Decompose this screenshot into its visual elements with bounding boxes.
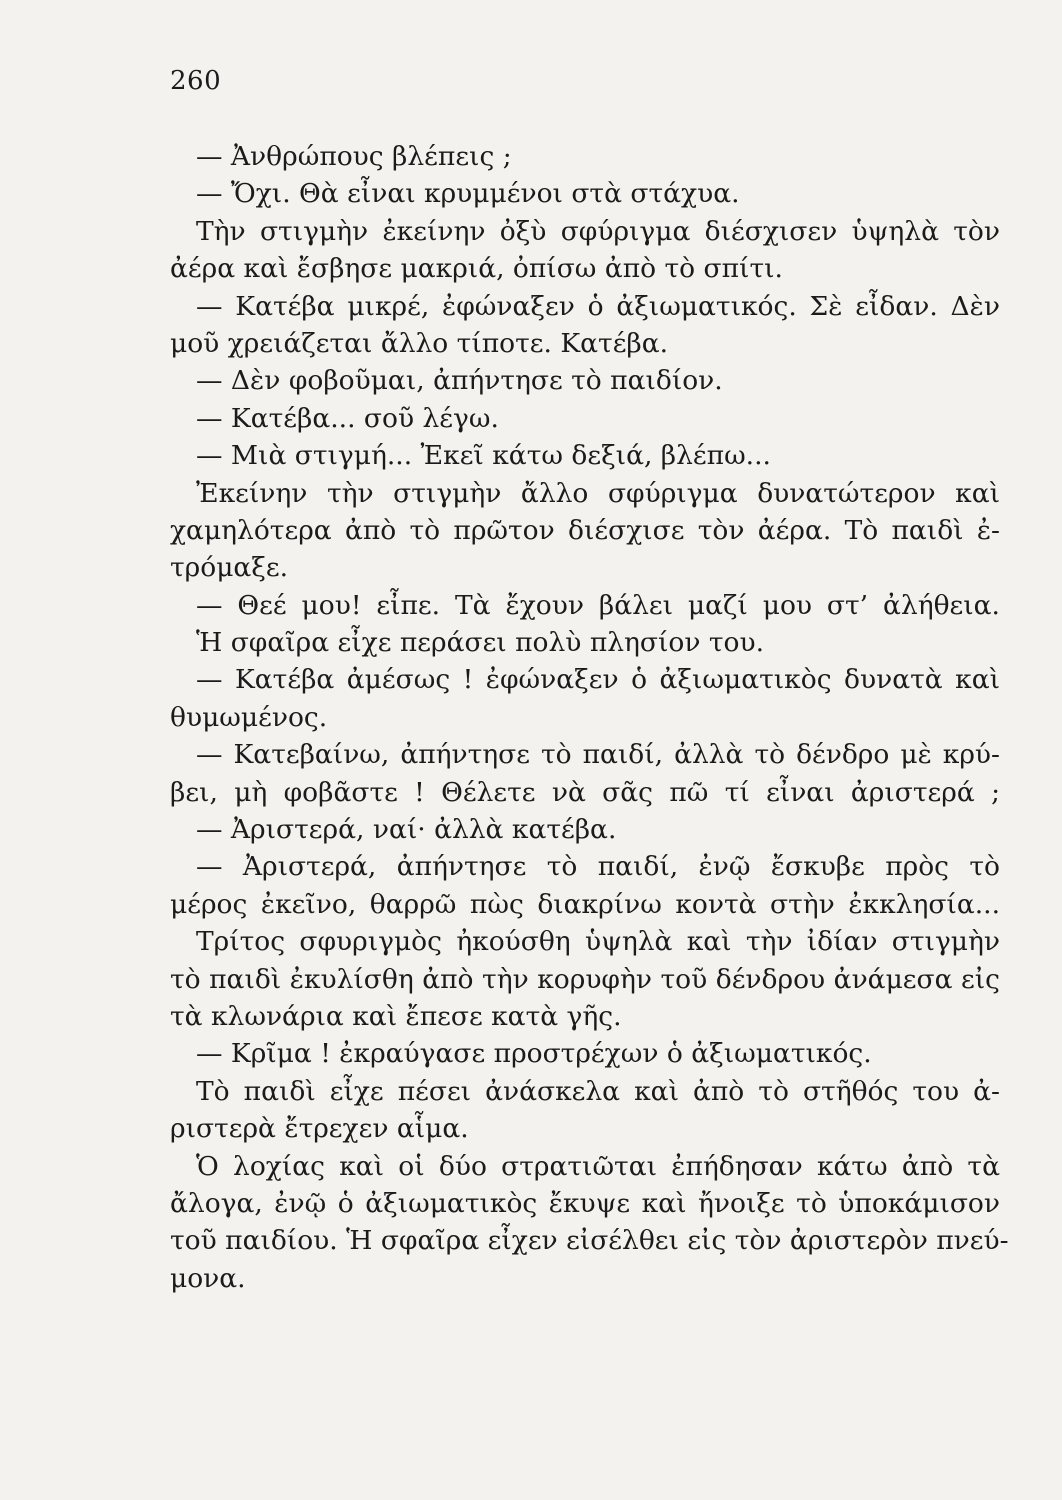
- text-line: — Θεέ μου! εἶπε. Τὰ ἔχουν βάλει μαζί μου στ’ ἀλήθεια.: [196, 589, 1000, 621]
- text-line: χαμηλότερα ἀπὸ τὸ πρῶτον διέσχισε τὸν ἀέρα. Τὸ παιδὶ ἐ-: [170, 514, 1000, 546]
- text-line: τοῦ παιδίου. Ἡ σφαῖρα εἶχεν εἰσέλθει εἰς τὸν ἀριστερὸν πνεύ-: [170, 1225, 1009, 1257]
- text-line: τρόμαξε.: [170, 552, 289, 584]
- text-line: — Ἀνθρώπους βλέπεις ;: [196, 141, 512, 172]
- text-line: μονα.: [170, 1262, 246, 1294]
- page-number: 260: [170, 66, 222, 96]
- text-line: μοῦ χρειάζεται ἄλλο τίποτε. Κατέβα.: [170, 327, 669, 359]
- text-line: — Δὲν φοβοῦμαι, ἀπήντησε τὸ παιδίον.: [196, 365, 723, 397]
- text-line: — Ὄχι. Θὰ εἶναι κρυμμένοι στὰ στάχυα.: [196, 178, 740, 210]
- text-line: βει, μὴ φοβᾶστε ! Θέλετε νὰ σᾶς πῶ τί εἶναι ἀριστερά ;: [170, 776, 1000, 808]
- text-line: θυμωμένος.: [170, 701, 328, 733]
- text-line: ἀέρα καὶ ἔσβησε μακριά, ὀπίσω ἀπὸ τὸ σπίτι.: [170, 253, 783, 285]
- text-line: — Μιὰ στιγμή... Ἐκεῖ κάτω δεξιά, βλέπω...: [196, 440, 771, 472]
- text-line: Ὁ λοχίας καὶ οἱ δύο στρατιῶται ἐπήδησαν κάτω ἀπὸ τὰ: [196, 1150, 1000, 1182]
- text-line: — Ἀριστερά, ἀπήντησε τὸ παιδί, ἐνῷ ἔσκυβε πρὸς τὸ: [196, 851, 1000, 883]
- text-line: — Κατέβα... σοῦ λέγω.: [196, 402, 499, 434]
- text-line: — Κρῖμα ! ἐκραύγασε προστρέχων ὁ ἀξιωματικός.: [196, 1038, 872, 1070]
- text-line: τὰ κλωνάρια καὶ ἔπεσε κατὰ γῆς.: [170, 1000, 622, 1032]
- text-line: μέρος ἐκεῖνο, θαρρῶ πὼς διακρίνω κοντὰ στὴν ἐκκλησία...: [170, 888, 1000, 920]
- text-line: — Κατέβα ἀμέσως ! ἐφώναξεν ὁ ἀξιωματικὸς δυνατὰ καὶ: [196, 664, 1000, 696]
- text-line: — Κατέβα μικρέ, ἐφώναξεν ὁ ἀξιωματικός. Σὲ εἶδαν. Δὲν: [196, 290, 1000, 322]
- text-line: τὸ παιδὶ ἐκυλίσθη ἀπὸ τὴν κορυφὴν τοῦ δένδρου ἀνάμεσα εἰς: [170, 963, 1000, 995]
- text-line: Ἐκείνην τὴν στιγμὴν ἄλλο σφύριγμα δυνατώτερον καὶ: [196, 477, 1000, 509]
- text-line: Τὸ παιδὶ εἶχε πέσει ἀνάσκελα καὶ ἀπὸ τὸ στῆθός του ἀ-: [196, 1075, 1000, 1107]
- text-line: Ἡ σφαῖρα εἶχε περάσει πολὺ πλησίον του.: [196, 627, 765, 659]
- text-line: Τὴν στιγμὴν ἐκείνην ὀξὺ σφύριγμα διέσχισεν ὑψηλὰ τὸν: [196, 215, 1000, 247]
- body-text: [0, 138, 1062, 1297]
- text-line: Τρίτος σφυριγμὸς ἠκούσθη ὑψηλὰ καὶ τὴν ἰδίαν στιγμὴν: [196, 926, 1000, 958]
- text-line: ριστερὰ ἔτρεχεν αἷμα.: [170, 1113, 469, 1145]
- text-line: — Ἀριστερά, ναί· ἀλλὰ κατέβα.: [196, 814, 617, 846]
- text-line: ἄλογα, ἐνῷ ὁ ἀξιωματικὸς ἔκυψε καὶ ἤνοιξε τὸ ὑποκάμισον: [170, 1187, 1000, 1219]
- text-line: — Κατεβαίνω, ἀπήντησε τὸ παιδί, ἀλλὰ τὸ δένδρο μὲ κρύ-: [196, 739, 1000, 771]
